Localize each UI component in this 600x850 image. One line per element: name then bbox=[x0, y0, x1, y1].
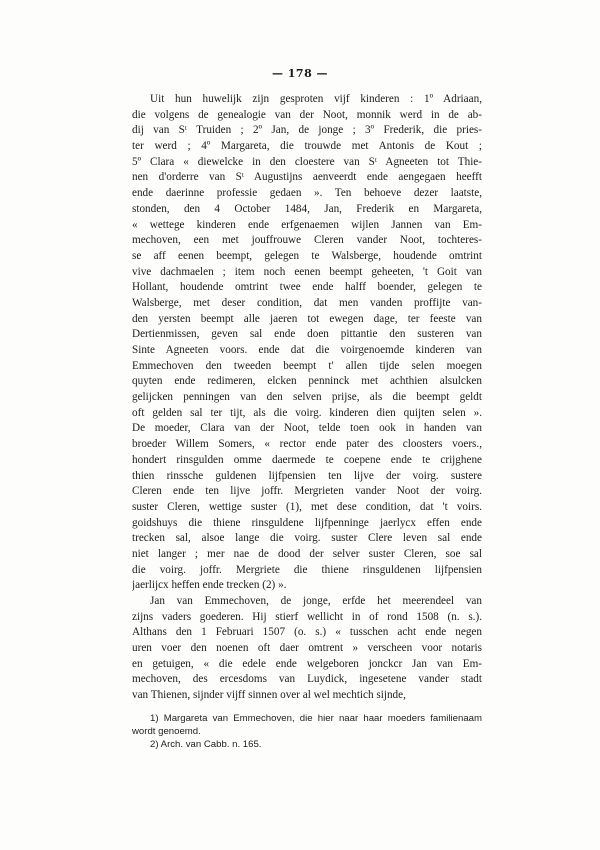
text-line: dij van Sᵗ Truiden ; 2º Jan, de jonge ; 3º Frederik, die pries- bbox=[132, 124, 482, 137]
footnote-line: wordt genoemd. bbox=[132, 725, 201, 737]
text-line: uren voer den noenen oft daer omtrent » verscheen voor notaris bbox=[132, 642, 482, 655]
text-line: ende daerinne professie gedaen ». Ten behoeve dezer laatste, bbox=[132, 187, 482, 200]
text-line: mechoven, des ercesdoms van Luydick, ingesetene vander stadt bbox=[132, 673, 482, 686]
text-line: Sinte Agneeten voors. ende dat die voirgenoemde kinderen van bbox=[132, 344, 482, 356]
text-line: nen d'orderre van Sᵗ Augustijns aenveerdt ende aengegaen heefft bbox=[132, 171, 482, 184]
text-line: Emmechoven den tweeden beempt t' allen tijde selen moegen bbox=[132, 359, 482, 372]
footnote-gap bbox=[132, 704, 482, 712]
text-line: broeder Willem Somers, « rector ende pater des cloosters voers., bbox=[132, 438, 482, 451]
text-line: quyten ende redimeren, elcken penninck met achthien alsulcken bbox=[132, 375, 482, 388]
text-line: thien rinssche guldenen lijfpensien ten lijve der voirg. sustere bbox=[132, 469, 482, 482]
text-line: niet langer ; mer nae de dood der selver suster Cleren, soe sal bbox=[132, 547, 482, 560]
text-line: Althans den 1 Februari 1507 (o. s.) « tusschen acht ende negen bbox=[132, 626, 482, 639]
text-line: en getuigen, « die edele ende welgeboren jonckcr Jan van Em- bbox=[132, 657, 482, 670]
text-line: Jan van Emmechoven, de jonge, erfde het meerendeel van bbox=[150, 595, 482, 607]
text-line: Cleren ende ten lijve joffr. Mergrieten vander Noot der voirg. bbox=[132, 485, 482, 498]
footnote-line: 2) Arch. van Cabb. n. 165. bbox=[150, 738, 262, 750]
body-text bbox=[132, 92, 482, 751]
text-line: Walsberge, met deser condition, dat men vanden proffijte van- bbox=[132, 296, 482, 309]
text-line: Dertienmissen, geven sal ende doen pittantie den susteren van bbox=[132, 328, 482, 341]
text-line: suster Cleren, wettige suster (1), met dese condition, dat 't voirs. bbox=[132, 500, 482, 513]
page-number: — 178 — bbox=[271, 67, 329, 80]
paragraph bbox=[132, 594, 482, 704]
text-line: jaerlijcx heffen ende trecken (2) ». bbox=[132, 579, 287, 592]
text-line: van Thienen, sijnder vijff sinnen over al wel mechtich sijnde, bbox=[132, 689, 406, 702]
text-line: oft gelden sal ter tijt, als die voirg. kinderen dien quijten selen ». bbox=[132, 406, 482, 419]
text-line: ter werd ; 4º Margareta, die trouwde met Antonis de Kout ; bbox=[132, 140, 482, 153]
text-line: 5º Clara « diewelcke in den cloestere van Sᵗ Agneeten tot Thie- bbox=[132, 155, 482, 168]
paragraph bbox=[132, 92, 482, 594]
text-line: zijns vaders goederen. Hij stierf wellicht in of rond 1508 (n. s.). bbox=[132, 610, 482, 623]
text-line: gelijcken penningen van den selven prijse, als die beempt geldt bbox=[132, 391, 482, 404]
text-line: die voirg. joffr. Mergriete die thiene rinsguldenen lijfpensien bbox=[132, 563, 482, 576]
paragraph-container bbox=[132, 92, 482, 704]
text-line: Uit hun huwelijk zijn gesproten vijf kinderen : 1º Adriaan, bbox=[150, 93, 482, 105]
text-line: se aff eenen beempt, gelegen te Walsberge, houdende omtrint bbox=[132, 249, 482, 262]
text-line: « wettege kinderen ende erfgenaemen wijlen Jannen van Em- bbox=[132, 218, 482, 231]
text-line: vive dachmaelen ; item noch eenen beempt geheeten, 't Goit van bbox=[132, 265, 482, 278]
text-line: Hollant, houdende omtrint twee ende halff boender, gelegen te bbox=[132, 281, 482, 294]
text-line: stonden, den 4 October 1484, Jan, Frederik en Margareta, bbox=[132, 202, 482, 215]
footnotes bbox=[132, 712, 482, 751]
text-line: den yersten beempt alle jaeren tot ewegen dage, ter feeste van bbox=[132, 312, 482, 325]
text-line: goidshuys die thiene rinsguldene lijfpenninge jaerlycx effen ende bbox=[132, 516, 482, 529]
text-line: hondert rinsgulden omme daermede te coepene ende te crijghene bbox=[132, 453, 482, 466]
text-line: De moeder, Clara van der Noot, telde toen ook in handen van bbox=[132, 422, 482, 435]
text-line: die volgens de genealogie van der Noot, monnik werd in de ab- bbox=[132, 108, 482, 121]
text-line: mechoven, een met jouffrouwe Cleren vander Noot, tochteres- bbox=[132, 234, 482, 247]
text-line: trecken sal, alsoe lange die voirg. suster Clere leven sal ende bbox=[132, 532, 482, 545]
footnote-line: 1) Margareta van Emmechoven, die hier naar haar moeders familienaam bbox=[150, 712, 482, 724]
